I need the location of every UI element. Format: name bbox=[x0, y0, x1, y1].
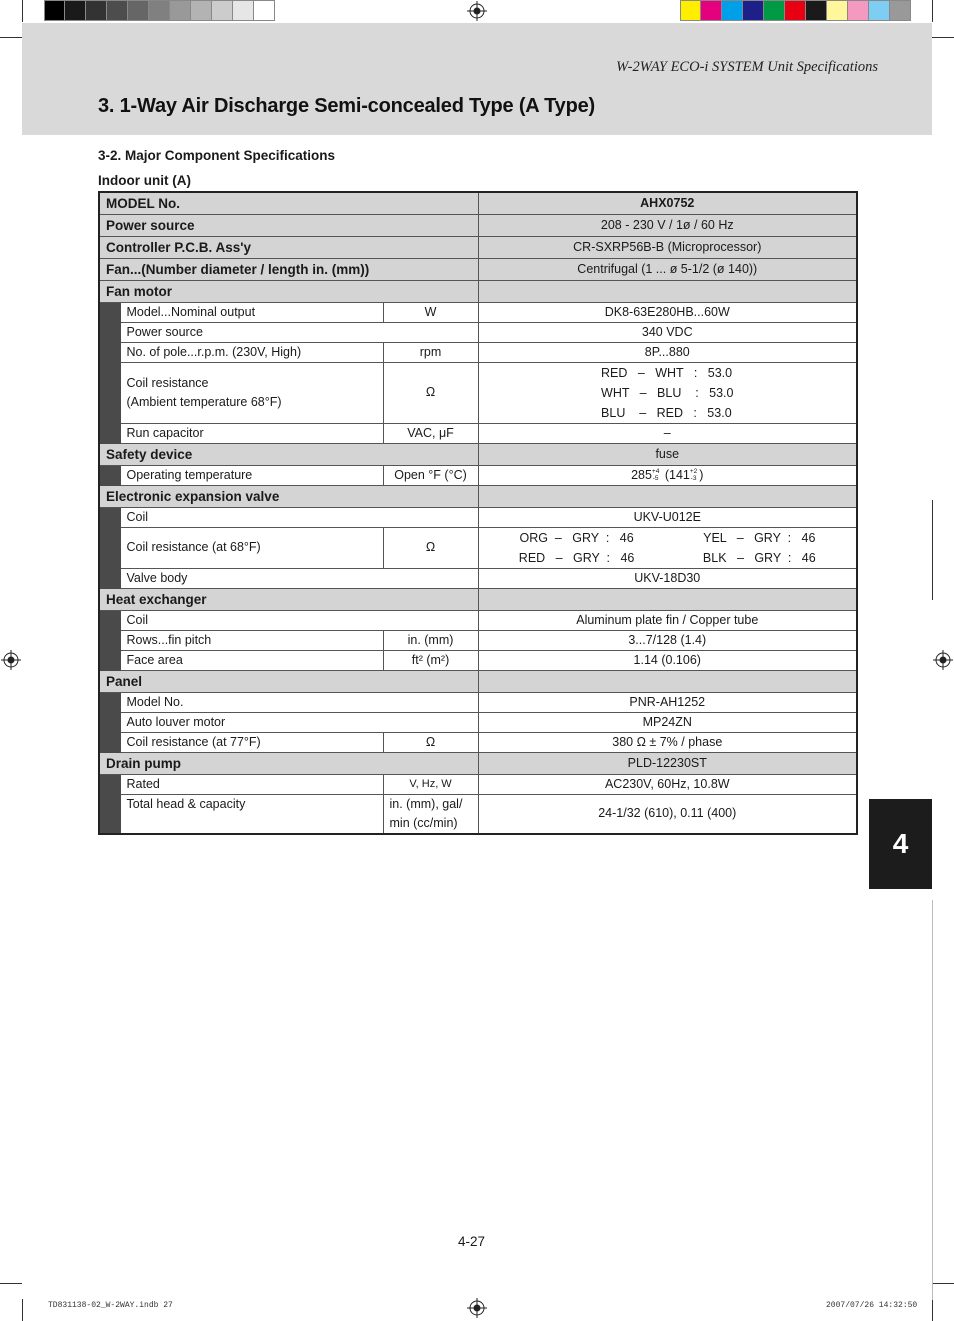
valve-body-value: UKV-18D30 bbox=[478, 568, 857, 588]
gray-swatch bbox=[128, 0, 149, 21]
gray-swatch bbox=[86, 0, 107, 21]
color-swatch bbox=[764, 0, 785, 21]
crop-mark bbox=[932, 0, 933, 22]
chapter-tab: 4 bbox=[869, 799, 932, 889]
fan-motor-coil-label bbox=[120, 362, 383, 423]
hex-face-label: Face area bbox=[120, 650, 383, 670]
table-row bbox=[99, 712, 857, 732]
eev-resistance-right bbox=[703, 528, 816, 568]
op-temp-paren: (141 bbox=[664, 467, 690, 482]
color-swatch bbox=[848, 0, 869, 21]
spec-table bbox=[98, 191, 858, 835]
color-swatch bbox=[890, 0, 911, 21]
model-value: AHX0752 bbox=[478, 192, 857, 214]
table-row bbox=[99, 732, 857, 752]
panel-resistance-label: Coil resistance (at 77°F) bbox=[120, 732, 383, 752]
table-row bbox=[99, 322, 857, 342]
eev-resistance-grid bbox=[485, 528, 850, 568]
coil-resistance-line: BLU – RED : 53.0 bbox=[601, 405, 732, 420]
louver-motor-label: Auto louver motor bbox=[120, 712, 478, 732]
panel-label: Panel bbox=[99, 670, 478, 692]
fan-motor-model-value: DK8-63E280HB...60W bbox=[478, 302, 857, 322]
row-group-bar bbox=[99, 774, 120, 834]
table-row bbox=[99, 214, 857, 236]
table-row bbox=[99, 507, 857, 527]
color-swatch bbox=[701, 0, 722, 21]
fan-motor-model-unit: W bbox=[383, 302, 478, 322]
unit-label: Indoor unit (A) bbox=[98, 173, 191, 188]
hex-face-unit: ft² (m²) bbox=[383, 650, 478, 670]
louver-motor-value: MP24ZN bbox=[478, 712, 857, 732]
fan-motor-pole-unit: rpm bbox=[383, 342, 478, 362]
crop-mark bbox=[932, 1283, 954, 1284]
gray-swatch bbox=[65, 0, 86, 21]
coil-resistance-line: RED – WHT : 53.0 bbox=[601, 365, 733, 380]
gray-swatch bbox=[254, 0, 275, 21]
heat-exchanger-label: Heat exchanger bbox=[99, 588, 478, 610]
fan-motor-label: Fan motor bbox=[99, 280, 478, 302]
safety-device-label: Safety device bbox=[99, 443, 478, 465]
row-group-bar bbox=[99, 302, 120, 443]
crop-mark bbox=[22, 0, 23, 22]
registration-mark-icon bbox=[1, 650, 21, 670]
fan-motor-cap-label: Run capacitor bbox=[120, 423, 383, 443]
crop-mark bbox=[932, 37, 954, 38]
op-temp-tolerance bbox=[690, 468, 697, 482]
gray-swatch bbox=[233, 0, 254, 21]
gray-swatch bbox=[107, 0, 128, 21]
fan-motor-cap-value: – bbox=[478, 423, 857, 443]
color-swatch bbox=[785, 0, 806, 21]
table-row bbox=[99, 650, 857, 670]
table-row bbox=[99, 752, 857, 774]
document-subtitle: W-2WAY ECO-i SYSTEM Unit Specifications bbox=[616, 59, 878, 75]
table-row bbox=[99, 610, 857, 630]
row-group-bar bbox=[99, 692, 120, 752]
hex-face-value: 1.14 (0.106) bbox=[478, 650, 857, 670]
table-row bbox=[99, 443, 857, 465]
table-row bbox=[99, 192, 857, 214]
head-unit-line: in. (mm), gal/ bbox=[389, 796, 463, 811]
tol-plus: +2 bbox=[689, 468, 698, 476]
power-source-label: Power source bbox=[99, 214, 478, 236]
table-row bbox=[99, 258, 857, 280]
eev-resistance-left bbox=[519, 528, 635, 568]
gray-swatch bbox=[212, 0, 233, 21]
resistance-line: ORG – GRY : 46 bbox=[519, 530, 634, 545]
drain-rated-unit: V, Hz, W bbox=[383, 774, 478, 794]
registration-mark-icon bbox=[467, 1, 487, 21]
gray-swatch bbox=[149, 0, 170, 21]
heat-exchanger-value bbox=[478, 588, 857, 610]
table-row bbox=[99, 236, 857, 258]
tol-minus: -5 bbox=[652, 475, 659, 483]
row-group-bar bbox=[99, 610, 120, 670]
crop-mark bbox=[932, 1299, 933, 1321]
table-row bbox=[99, 423, 857, 443]
hex-coil-value: Aluminum plate fin / Copper tube bbox=[478, 610, 857, 630]
hex-coil-label: Coil bbox=[120, 610, 478, 630]
table-row bbox=[99, 794, 857, 834]
panel-model-value: PNR-AH1252 bbox=[478, 692, 857, 712]
table-row bbox=[99, 568, 857, 588]
fan-motor-pole-value: 8P...880 bbox=[478, 342, 857, 362]
subsection-heading: 3-2. Major Component Specifications bbox=[98, 148, 336, 163]
table-row bbox=[99, 342, 857, 362]
table-row bbox=[99, 774, 857, 794]
fan-motor-value bbox=[478, 280, 857, 302]
resistance-line: BLK – GRY : 46 bbox=[702, 550, 816, 565]
fan-motor-pole-label: No. of pole...r.p.m. (230V, High) bbox=[120, 342, 383, 362]
drain-head-label: Total head & capacity bbox=[120, 794, 383, 834]
fan-motor-model-label: Model...Nominal output bbox=[120, 302, 383, 322]
op-temp-main: 285 bbox=[631, 467, 652, 482]
eev-resistance-values bbox=[478, 527, 857, 568]
tol-plus: +4 bbox=[651, 468, 660, 476]
table-row bbox=[99, 588, 857, 610]
footer-timestamp: 2007/07/26 14:32:50 bbox=[826, 1301, 918, 1310]
registration-mark-icon bbox=[467, 1298, 487, 1318]
color-swatch bbox=[827, 0, 848, 21]
color-swatch bbox=[806, 0, 827, 21]
operating-temp-label: Operating temperature bbox=[120, 465, 383, 485]
controller-label: Controller P.C.B. Ass'y bbox=[99, 236, 478, 258]
panel-resistance-unit: Ω bbox=[383, 732, 478, 752]
tab-guide-line bbox=[932, 900, 933, 1300]
fan-motor-power-label: Power source bbox=[120, 322, 478, 342]
coil-label-line: (Ambient temperature 68°F) bbox=[126, 394, 282, 409]
drain-head-unit bbox=[383, 794, 478, 834]
controller-value: CR-SXRP56B-B (Microprocessor) bbox=[478, 236, 857, 258]
crop-mark bbox=[0, 1283, 22, 1284]
table-row bbox=[99, 362, 857, 423]
hex-rows-value: 3...7/128 (1.4) bbox=[478, 630, 857, 650]
head-unit-line: min (cc/min) bbox=[389, 815, 458, 830]
header-band bbox=[22, 23, 932, 135]
gray-swatch bbox=[191, 0, 212, 21]
eev-value bbox=[478, 485, 857, 507]
crop-mark bbox=[932, 500, 933, 600]
table-row bbox=[99, 465, 857, 485]
valve-body-label: Valve body bbox=[120, 568, 478, 588]
footer-file-info: TD831138-02_W-2WAY.indb 27 bbox=[48, 1301, 173, 1310]
eev-resistance-unit: Ω bbox=[383, 527, 478, 568]
resistance-line: YEL – GRY : 46 bbox=[703, 530, 816, 545]
fan-motor-coil-unit: Ω bbox=[383, 362, 478, 423]
panel-resistance-value: 380 Ω ± 7% / phase bbox=[478, 732, 857, 752]
fan-label: Fan...(Number diameter / length in. (mm)) bbox=[99, 258, 478, 280]
fan-motor-power-value: 340 VDC bbox=[478, 322, 857, 342]
table-row bbox=[99, 485, 857, 507]
operating-temp-value bbox=[478, 465, 857, 485]
table-row bbox=[99, 630, 857, 650]
table-row bbox=[99, 527, 857, 568]
grayscale-calibration-bar bbox=[44, 0, 275, 21]
hex-rows-label: Rows...fin pitch bbox=[120, 630, 383, 650]
coil-resistance-list bbox=[601, 363, 733, 423]
fan-motor-cap-unit: VAC, μF bbox=[383, 423, 478, 443]
table-row bbox=[99, 670, 857, 692]
row-group-bar bbox=[99, 507, 120, 588]
eev-coil-label: Coil bbox=[120, 507, 478, 527]
eev-label: Electronic expansion valve bbox=[99, 485, 478, 507]
safety-device-value: fuse bbox=[478, 443, 857, 465]
tol-minus: -3 bbox=[690, 475, 697, 483]
eev-resistance-label: Coil resistance (at 68°F) bbox=[120, 527, 383, 568]
coil-label-line: Coil resistance bbox=[126, 375, 209, 390]
row-group-bar bbox=[99, 465, 120, 485]
crop-mark bbox=[22, 1299, 23, 1321]
color-calibration-bar bbox=[680, 0, 911, 21]
drain-head-value: 24-1/32 (610), 0.11 (400) bbox=[478, 794, 857, 834]
op-temp-close: ) bbox=[699, 467, 704, 482]
page-number: 4-27 bbox=[458, 1234, 486, 1249]
coil-resistance-line: WHT – BLU : 53.0 bbox=[601, 385, 734, 400]
table-row bbox=[99, 692, 857, 712]
eev-coil-value: UKV-U012E bbox=[478, 507, 857, 527]
drain-pump-label: Drain pump bbox=[99, 752, 478, 774]
operating-temp-unit: Open °F (°C) bbox=[383, 465, 478, 485]
hex-rows-unit: in. (mm) bbox=[383, 630, 478, 650]
color-swatch bbox=[869, 0, 890, 21]
table-row bbox=[99, 302, 857, 322]
op-temp-tolerance bbox=[652, 468, 659, 482]
panel-value bbox=[478, 670, 857, 692]
gray-swatch bbox=[170, 0, 191, 21]
fan-motor-coil-values bbox=[478, 362, 857, 423]
color-swatch bbox=[680, 0, 701, 21]
model-label: MODEL No. bbox=[99, 192, 478, 214]
panel-model-label: Model No. bbox=[120, 692, 478, 712]
power-source-value: 208 - 230 V / 1ø / 60 Hz bbox=[478, 214, 857, 236]
color-swatch bbox=[722, 0, 743, 21]
drain-pump-value: PLD-12230ST bbox=[478, 752, 857, 774]
resistance-line: RED – GRY : 46 bbox=[518, 550, 635, 565]
table-row bbox=[99, 280, 857, 302]
drain-rated-value: AC230V, 60Hz, 10.8W bbox=[478, 774, 857, 794]
section-title: 3. 1-Way Air Discharge Semi-concealed Type (A Type) bbox=[98, 95, 595, 117]
drain-rated-label: Rated bbox=[120, 774, 383, 794]
fan-value: Centrifugal (1 ... ø 5-1/2 (ø 140)) bbox=[478, 258, 857, 280]
crop-mark bbox=[0, 37, 22, 38]
gray-swatch bbox=[44, 0, 65, 21]
color-swatch bbox=[743, 0, 764, 21]
registration-mark-icon bbox=[933, 650, 953, 670]
